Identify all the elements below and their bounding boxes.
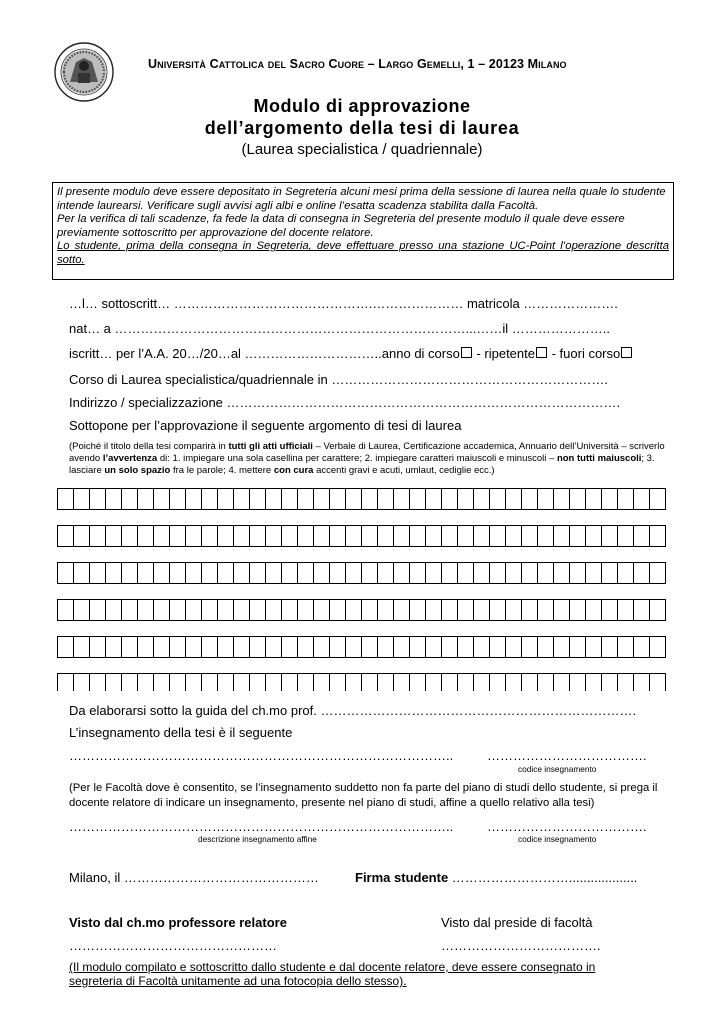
grid-cell[interactable] — [170, 489, 186, 510]
course-code-caption: codice insegnamento — [518, 764, 597, 774]
grid-cell[interactable] — [298, 563, 314, 584]
course-name-field[interactable] — [69, 748, 453, 763]
grid-cell[interactable] — [474, 563, 490, 584]
grid-cell[interactable] — [74, 674, 90, 692]
grid-cell[interactable] — [282, 526, 298, 547]
grid-cell[interactable] — [138, 637, 154, 658]
course-label: L’insegnamento della tesi è il seguente — [69, 725, 293, 740]
grid-cell[interactable] — [442, 637, 458, 658]
grid-cell[interactable] — [394, 526, 410, 547]
grid-cell[interactable] — [426, 674, 442, 692]
grid-cell[interactable] — [122, 600, 138, 621]
grid-cell[interactable] — [330, 489, 346, 510]
grid-cell[interactable] — [314, 637, 330, 658]
grid-cell[interactable] — [426, 600, 442, 621]
grid-cell[interactable] — [202, 637, 218, 658]
grid-cell[interactable] — [650, 563, 666, 584]
grid-cell[interactable] — [522, 526, 538, 547]
grid-cell[interactable] — [394, 637, 410, 658]
grid-cell[interactable] — [154, 674, 170, 692]
grid-cell[interactable] — [74, 600, 90, 621]
student-signature-dots: ………………………................... — [448, 870, 638, 885]
ripetente-checkbox[interactable] — [536, 347, 547, 358]
notice-box — [52, 182, 674, 280]
grid-cell[interactable] — [90, 526, 106, 547]
grid-cell[interactable] — [634, 637, 650, 658]
grid-cell[interactable] — [570, 600, 586, 621]
grid-cell[interactable] — [474, 526, 490, 547]
grid-cell[interactable] — [218, 563, 234, 584]
grid-cell[interactable] — [186, 637, 202, 658]
grid-cell[interactable] — [218, 489, 234, 510]
grid-cell[interactable] — [570, 637, 586, 658]
grid-cell[interactable] — [282, 637, 298, 658]
grid-cell[interactable] — [490, 489, 506, 510]
related-course-code-field[interactable]: ………………………………. — [487, 819, 647, 834]
grid-cell[interactable] — [346, 526, 362, 547]
grid-cell[interactable] — [474, 637, 490, 658]
grid-cell[interactable] — [458, 563, 474, 584]
grid-cell[interactable] — [186, 489, 202, 510]
grid-cell[interactable] — [122, 674, 138, 692]
grid-cell[interactable] — [442, 489, 458, 510]
grid-cell[interactable] — [522, 563, 538, 584]
fuori-corso-label: - fuori corso — [548, 346, 621, 361]
university-seal-logo — [54, 42, 114, 102]
grid-cell[interactable] — [490, 674, 506, 692]
grid-cell[interactable] — [282, 674, 298, 692]
grid-cell[interactable] — [170, 563, 186, 584]
grid-cell[interactable] — [58, 563, 74, 584]
grid-cell[interactable] — [362, 526, 378, 547]
related-course-note: (Per le Facoltà dove è consentito, se l’insegnamento suddetto non fa parte del piano di studi dello studente, si prega il docente relatore di indicare un insegnamento, presente nel piano di studi, affine a quello relativo alla tesi) — [69, 782, 658, 809]
grid-cell[interactable] — [538, 563, 554, 584]
grid-cell[interactable] — [554, 637, 570, 658]
grid-cell[interactable] — [298, 674, 314, 692]
grid-cell[interactable] — [266, 526, 282, 547]
grid-cell[interactable] — [314, 489, 330, 510]
supervisor-approval-label: Visto dal ch.mo professore relatore — [69, 915, 287, 930]
grid-cell[interactable] — [74, 637, 90, 658]
birthplace-field[interactable]: nat… a ………………………………………………………………………...……il ………………….. — [69, 321, 610, 336]
grid-cell[interactable] — [570, 674, 586, 692]
grid-cell[interactable] — [362, 489, 378, 510]
instructions-bold: un solo spazio — [104, 465, 171, 476]
grid-cell[interactable] — [602, 637, 618, 658]
course-name-dots: …………………………………………………………………………….. — [69, 748, 454, 763]
related-course-caption: descrizione insegnamento affine — [198, 834, 317, 844]
instructions-text: fra le parole; 4. mettere — [170, 465, 274, 476]
grid-cell[interactable] — [234, 637, 250, 658]
grid-cell[interactable] — [650, 526, 666, 547]
grid-cell[interactable] — [138, 600, 154, 621]
instructions-bold: non tutti maiuscoli — [556, 453, 642, 464]
grid-cell[interactable] — [458, 674, 474, 692]
grid-cell[interactable] — [554, 600, 570, 621]
grid-cell[interactable] — [58, 600, 74, 621]
grid-cell[interactable] — [618, 489, 634, 510]
grid-cell[interactable] — [522, 637, 538, 658]
notice-paragraph-3: Lo studente, prima della consegna in Segreteria, deve effettuare presso una stazione UC-Point l’operazione descritta sotto. — [57, 240, 669, 266]
grid-cell[interactable] — [442, 563, 458, 584]
grid-cell[interactable] — [90, 674, 106, 692]
form-title-line1: Modulo di approvazione — [253, 96, 471, 116]
grid-cell[interactable] — [106, 674, 122, 692]
degree-course-field[interactable]: Corso di Laurea specialistica/quadriennale in ………………………………………………………. — [69, 372, 608, 387]
grid-cell[interactable] — [634, 563, 650, 584]
grid-cell[interactable] — [474, 489, 490, 510]
grid-cell[interactable] — [202, 563, 218, 584]
grid-cell[interactable] — [506, 489, 522, 510]
grid-cell[interactable] — [570, 526, 586, 547]
grid-cell[interactable] — [314, 526, 330, 547]
grid-cell[interactable] — [186, 674, 202, 692]
grid-cell[interactable] — [186, 526, 202, 547]
grid-cell[interactable] — [170, 526, 186, 547]
grid-cell[interactable] — [410, 563, 426, 584]
fuori-corso-checkbox[interactable] — [621, 347, 632, 358]
grid-cell[interactable] — [586, 526, 602, 547]
grid-cell[interactable] — [506, 563, 522, 584]
grid-cell[interactable] — [458, 489, 474, 510]
grid-cell[interactable] — [538, 489, 554, 510]
grid-cell[interactable] — [394, 563, 410, 584]
grid-cell[interactable] — [410, 489, 426, 510]
grid-cell[interactable] — [58, 637, 74, 658]
grid-cell[interactable] — [650, 674, 666, 692]
grid-cell[interactable] — [122, 563, 138, 584]
grid-cell[interactable] — [378, 600, 394, 621]
grid-cell[interactable] — [74, 563, 90, 584]
date-field[interactable]: Milano, il ……………………………………… — [69, 870, 319, 885]
grid-cell[interactable] — [410, 600, 426, 621]
grid-cell[interactable] — [266, 637, 282, 658]
grid-cell[interactable] — [634, 489, 650, 510]
grid-cell[interactable] — [186, 563, 202, 584]
grid-cell[interactable] — [314, 674, 330, 692]
grid-cell[interactable] — [266, 600, 282, 621]
grid-cell[interactable] — [618, 526, 634, 547]
grid-cell[interactable] — [74, 489, 90, 510]
instructions-bold: l’avvertenza — [102, 453, 158, 464]
enrollment-year-label: iscritt… per l’A.A. 20…/20…al …………………………..anno di corso — [69, 346, 460, 361]
grid-cell[interactable] — [378, 674, 394, 692]
grid-cell[interactable] — [522, 674, 538, 692]
dean-signature-field[interactable]: ………………………………. — [441, 938, 601, 953]
instructions-text: – Verbale di Laurea, Certificazione accademica, Annuario dell’Università – scriverlo avendo — [69, 441, 665, 464]
grid-cell[interactable] — [442, 600, 458, 621]
specialization-field[interactable]: Indirizzo / specializzazione ………………………………………………………………………………. — [69, 395, 621, 410]
grid-cell[interactable] — [346, 637, 362, 658]
grid-cell[interactable] — [186, 600, 202, 621]
grid-cell[interactable] — [602, 526, 618, 547]
grid-cell[interactable] — [650, 600, 666, 621]
grid-cell[interactable] — [58, 526, 74, 547]
grid-cell[interactable] — [650, 637, 666, 658]
notice-paragraph-2: Per la verifica di tali scadenze, fa fede la data di consegna in Segreteria del presente modulo il quale deve essere previamente sottoscritto per approvazione del docente relatore. — [57, 213, 625, 239]
grid-cell[interactable] — [570, 563, 586, 584]
grid-cell[interactable] — [586, 637, 602, 658]
grid-cell[interactable] — [570, 489, 586, 510]
grid-cell[interactable] — [250, 674, 266, 692]
grid-cell[interactable] — [618, 563, 634, 584]
student-signature-label: Firma studente — [355, 870, 449, 885]
enrollment-field[interactable] — [69, 346, 633, 361]
grid-cell[interactable] — [554, 489, 570, 510]
ripetente-label: - ripetente — [472, 346, 535, 361]
student-name-field[interactable]: …l… sottoscritt… ……………………………………….………………… matricola …………………. — [69, 296, 618, 311]
supervisor-signature-field[interactable]: ………………………………………… — [69, 938, 277, 953]
grid-cell[interactable] — [506, 526, 522, 547]
grid-cell[interactable] — [218, 526, 234, 547]
grid-cell[interactable] — [650, 489, 666, 510]
grid-cell[interactable] — [602, 674, 618, 692]
grid-cell[interactable] — [362, 674, 378, 692]
grid-cell[interactable] — [202, 526, 218, 547]
grid-cell[interactable] — [202, 489, 218, 510]
grid-cell[interactable] — [410, 674, 426, 692]
grid-cell[interactable] — [634, 600, 650, 621]
grid-cell[interactable] — [106, 526, 122, 547]
grid-cell[interactable] — [138, 674, 154, 692]
grid-cell[interactable] — [330, 600, 346, 621]
grid-cell[interactable] — [506, 674, 522, 692]
grid-cell[interactable] — [154, 600, 170, 621]
grid-cell[interactable] — [314, 600, 330, 621]
grid-cell[interactable] — [538, 526, 554, 547]
grid-cell[interactable] — [426, 637, 442, 658]
grid-cell[interactable] — [90, 637, 106, 658]
instructions-text: accenti gravi e acuti, umlaut, cediglie ecc.) — [313, 465, 495, 476]
instructions-text: di: 1. impiegare una sola casellina per carattere; 2. impiegare caratteri maiuscoli e minuscoli – — [157, 453, 557, 464]
university-name: Università Cattolica del Sacro Cuore – Largo Gemelli, 1 – 20123 Milano — [148, 57, 567, 71]
grid-cell[interactable] — [426, 563, 442, 584]
grid-cell[interactable] — [330, 563, 346, 584]
grid-cell[interactable] — [330, 637, 346, 658]
grid-cell[interactable] — [618, 600, 634, 621]
grid-cell[interactable] — [250, 637, 266, 658]
grid-cell[interactable] — [202, 674, 218, 692]
grid-cell[interactable] — [602, 563, 618, 584]
grid-cell[interactable] — [362, 637, 378, 658]
grid-cell[interactable] — [410, 637, 426, 658]
grid-cell[interactable] — [170, 600, 186, 621]
grid-cell[interactable] — [234, 600, 250, 621]
grid-cell[interactable] — [154, 563, 170, 584]
dean-approval-label: Visto dal preside di facoltà — [441, 915, 593, 930]
grid-cell[interactable] — [202, 600, 218, 621]
grid-cell[interactable] — [346, 600, 362, 621]
grid-cell[interactable] — [474, 600, 490, 621]
university-header — [148, 57, 567, 71]
grid-cell[interactable] — [586, 600, 602, 621]
grid-cell[interactable] — [490, 637, 506, 658]
grid-cell[interactable] — [298, 600, 314, 621]
grid-cell[interactable] — [234, 674, 250, 692]
related-course-field[interactable]: …………………………………………………………………………….. — [69, 819, 454, 834]
grid-cell[interactable] — [90, 489, 106, 510]
grid-cell[interactable] — [554, 674, 570, 692]
grid-cell[interactable] — [474, 674, 490, 692]
anno-corso-checkbox[interactable] — [461, 347, 472, 358]
form-title-line2: dell’argomento della tesi di laurea — [204, 118, 520, 138]
grid-cell[interactable] — [282, 563, 298, 584]
grid-cell[interactable] — [378, 526, 394, 547]
grid-cell[interactable] — [618, 637, 634, 658]
submission-note: (Il modulo compilato e sottoscritto dallo studente e dal docente relatore, deve essere consegnato in segreteria di Facoltà unitamente ad una fotocopia dello stesso). — [69, 960, 596, 988]
grid-cell[interactable] — [90, 563, 106, 584]
grid-cell[interactable] — [554, 526, 570, 547]
supervisor-field[interactable]: Da elaborarsi sotto la guida del ch.mo prof. ………………………………………………………………. — [69, 703, 637, 718]
grid-cell[interactable] — [218, 674, 234, 692]
grid-cell[interactable] — [346, 563, 362, 584]
grid-cell[interactable] — [218, 600, 234, 621]
grid-cell[interactable] — [250, 563, 266, 584]
grid-cell[interactable] — [378, 489, 394, 510]
grid-cell[interactable] — [538, 674, 554, 692]
related-course-code-caption: codice insegnamento — [518, 834, 597, 844]
grid-cell[interactable] — [234, 563, 250, 584]
grid-cell[interactable] — [298, 637, 314, 658]
grid-cell[interactable] — [282, 489, 298, 510]
grid-cell[interactable] — [362, 563, 378, 584]
grid-cell[interactable] — [234, 526, 250, 547]
grid-cell[interactable] — [106, 600, 122, 621]
grid-cell[interactable] — [586, 489, 602, 510]
grid-cell[interactable] — [250, 600, 266, 621]
grid-cell[interactable] — [74, 526, 90, 547]
grid-cell[interactable] — [250, 526, 266, 547]
grid-cell[interactable] — [266, 563, 282, 584]
grid-cell[interactable] — [378, 563, 394, 584]
instructions-bold: tutti gli atti ufficiali — [228, 441, 313, 452]
grid-cell[interactable] — [538, 637, 554, 658]
grid-cell[interactable] — [522, 600, 538, 621]
grid-cell[interactable] — [458, 600, 474, 621]
grid-cell[interactable] — [442, 526, 458, 547]
grid-cell[interactable] — [106, 637, 122, 658]
grid-cell[interactable] — [602, 600, 618, 621]
grid-cell[interactable] — [458, 526, 474, 547]
grid-cell[interactable] — [426, 526, 442, 547]
grid-cell[interactable] — [346, 489, 362, 510]
grid-cell[interactable] — [122, 489, 138, 510]
grid-cell[interactable] — [170, 674, 186, 692]
grid-cell[interactable] — [362, 600, 378, 621]
grid-cell[interactable] — [394, 674, 410, 692]
grid-cell[interactable] — [298, 526, 314, 547]
grid-cell[interactable] — [586, 674, 602, 692]
grid-cell[interactable] — [154, 489, 170, 510]
grid-cell[interactable] — [154, 526, 170, 547]
grid-cell[interactable] — [250, 489, 266, 510]
grid-cell[interactable] — [522, 489, 538, 510]
grid-cell[interactable] — [282, 600, 298, 621]
title-instructions — [69, 441, 669, 477]
grid-cell[interactable] — [394, 600, 410, 621]
grid-cell[interactable] — [138, 526, 154, 547]
instructions-text: (Poiché il titolo della tesi comparirà in — [69, 441, 229, 452]
grid-cell[interactable] — [58, 489, 74, 510]
grid-cell[interactable] — [266, 489, 282, 510]
grid-cell[interactable] — [106, 489, 122, 510]
grid-cell[interactable] — [330, 674, 346, 692]
grid-cell[interactable] — [394, 489, 410, 510]
thesis-request-label: Sottopone per l’approvazione il seguente argomento di tesi di laurea — [69, 418, 462, 433]
grid-cell[interactable] — [458, 637, 474, 658]
grid-cell[interactable] — [634, 526, 650, 547]
grid-cell[interactable] — [266, 674, 282, 692]
course-code-field[interactable]: ………………………………. — [487, 748, 647, 763]
grid-cell[interactable] — [90, 600, 106, 621]
form-subtitle: (Laurea specialistica / quadriennale) — [241, 141, 483, 158]
student-signature-field[interactable] — [355, 870, 637, 885]
grid-cell[interactable] — [122, 637, 138, 658]
grid-cell[interactable] — [122, 526, 138, 547]
thesis-title-grid[interactable] — [57, 487, 667, 691]
grid-cell[interactable] — [410, 526, 426, 547]
grid-cell[interactable] — [106, 563, 122, 584]
grid-cell[interactable] — [378, 637, 394, 658]
grid-cell[interactable] — [330, 526, 346, 547]
grid-cell[interactable] — [138, 489, 154, 510]
grid-cell[interactable] — [234, 489, 250, 510]
grid-cell[interactable] — [586, 563, 602, 584]
grid-cell[interactable] — [138, 563, 154, 584]
grid-cell[interactable] — [58, 674, 74, 692]
grid-cell[interactable] — [634, 674, 650, 692]
grid-cell[interactable] — [618, 674, 634, 692]
grid-cell[interactable] — [602, 489, 618, 510]
grid-cell[interactable] — [490, 600, 506, 621]
grid-cell[interactable] — [426, 489, 442, 510]
notice-paragraph-1: Il presente modulo deve essere depositato in Segreteria alcuni mesi prima della sessione di laurea nella quale lo studente intende laurearsi. Verificare sugli avvisi agli albi e online l’esatta scadenza stabilita dalla Facoltà. — [57, 186, 666, 212]
grid-cell[interactable] — [554, 563, 570, 584]
grid-cell[interactable] — [506, 637, 522, 658]
grid-cell[interactable] — [170, 637, 186, 658]
grid-cell[interactable] — [490, 563, 506, 584]
grid-cell[interactable] — [490, 526, 506, 547]
grid-cell[interactable] — [218, 637, 234, 658]
instructions-bold: con cura — [273, 465, 314, 476]
grid-cell[interactable] — [314, 563, 330, 584]
grid-cell[interactable] — [442, 674, 458, 692]
grid-cell[interactable] — [346, 674, 362, 692]
instructions-text: ; 3. lasciare — [69, 453, 655, 476]
grid-cell[interactable] — [506, 600, 522, 621]
grid-cell[interactable] — [154, 637, 170, 658]
grid-cell[interactable] — [298, 489, 314, 510]
grid-cell[interactable] — [538, 600, 554, 621]
